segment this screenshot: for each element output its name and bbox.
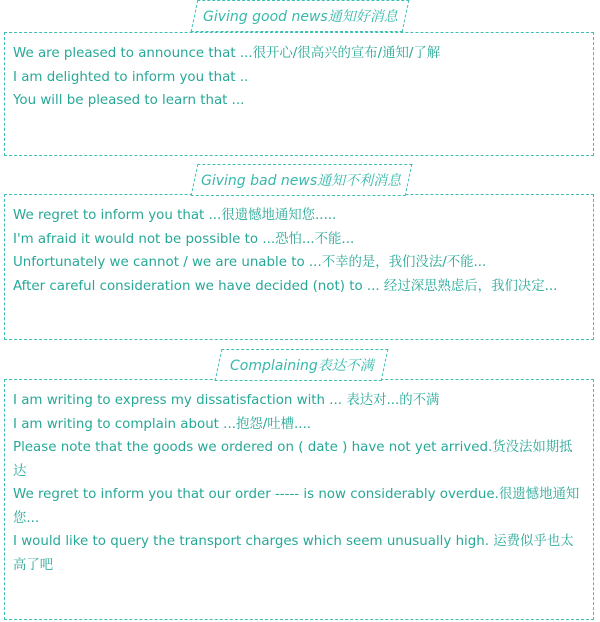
section-title-tag [191, 164, 413, 196]
phrase-line: We regret to inform you that ...很遗憾地通知您..... [13, 208, 337, 223]
phrase-line: I would like to query the transport charges which seem unusually high. 运费似乎也太高了吧 [13, 534, 574, 573]
phrase-line: After careful consideration we have decided (not) to ... 经过深思熟虑后，我们决定... [13, 278, 558, 294]
section-box [4, 194, 594, 340]
phrase-line: Unfortunately we cannot / we are unable to ...不幸的是，我们没法/不能... [13, 255, 487, 270]
section-box [4, 379, 594, 620]
phrase-line: I am writing to complain about ...抱怨/吐槽.... [13, 416, 312, 432]
section-title: Giving good news通知好消息 [202, 9, 398, 25]
phrase-line: I am writing to express my dissatisfaction with ... 表达对...的不满 [13, 393, 440, 408]
section-complaining [4, 349, 594, 620]
phrase-line: We are pleased to announce that ...很开心/很高兴的宣布/通知/了解 [13, 46, 441, 61]
phrase-line: Please note that the goods we ordered on ( date ) have not yet arrived.货没法如期抵达 [13, 440, 573, 479]
section-bad-news [4, 164, 594, 340]
section-box [4, 32, 594, 156]
section-good-news [4, 0, 594, 156]
phrase-line: I am delighted to inform you that .. [13, 69, 249, 85]
section-title-tag [215, 349, 389, 381]
phrase-line: I'm afraid it would not be possible to ...恐怕...不能... [13, 231, 355, 247]
section-title: Complaining表达不满 [229, 358, 374, 374]
phrase-line: We regret to inform you that our order ----- is now considerably overdue.很遗憾地通知您... [13, 487, 580, 526]
section-title-tag [191, 0, 410, 32]
section-title: Giving bad news通知不利消息 [201, 173, 402, 189]
phrase-line: You will be pleased to learn that ... [13, 93, 245, 108]
